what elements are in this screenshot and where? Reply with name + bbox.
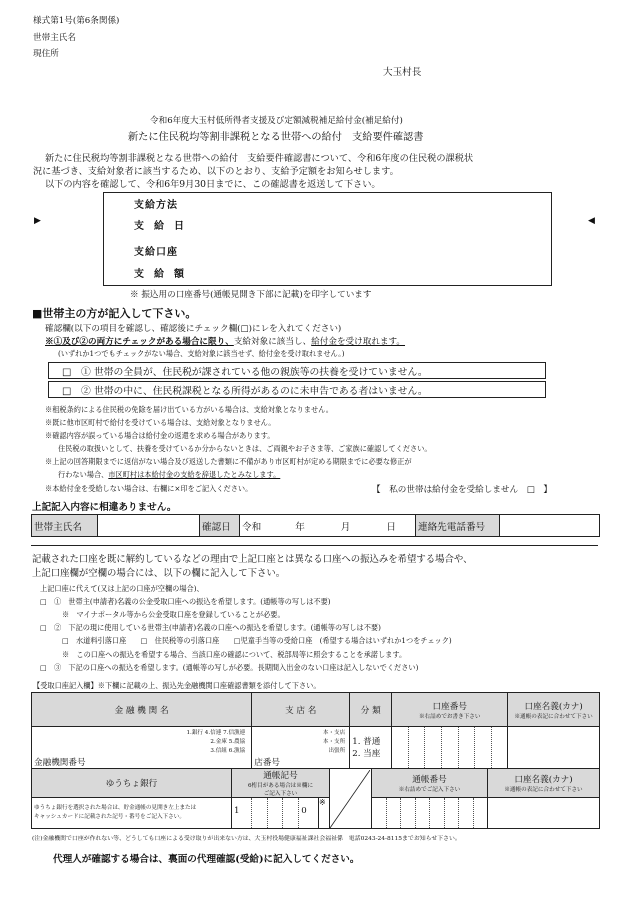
branch-type-1: 本・支店	[322, 730, 346, 736]
householder-name-label: 世帯主氏名	[33, 33, 76, 43]
title-line2: 新たに住民税均等割非課税となる世帯への給付 支給要件確認書	[128, 132, 424, 143]
bank-type-1: 1.銀行 4.信連 7.信漁連	[186, 730, 246, 736]
confirm-table	[31, 514, 600, 537]
condition-bold: ※①及び②の両方にチェックがある場合に限り、	[45, 337, 234, 347]
address-label: 現住所	[33, 49, 59, 59]
option-2[interactable]: □ ② 下記の現に使用している世帯主(申請者)名義の口座への振込を希望します。(通帳等の写しは不要)	[40, 623, 381, 632]
postbank-number-sub: ※右詰めでご記入下さい	[398, 787, 461, 793]
bank-type-3: 3.信組 6.漁協	[210, 748, 246, 754]
note-3: ※確認内容が誤っている場合は給付金の返還を求める場合があります。	[45, 431, 275, 440]
postbank-symbol-field[interactable]	[232, 798, 330, 829]
bank-code-label: 金融機関番号	[34, 758, 86, 768]
postbank-symbol-sub2: ご記入下さい	[263, 791, 298, 797]
payment-amount-label: 支 給 額	[134, 269, 184, 280]
account-no-label: 口座番号	[432, 701, 467, 712]
arrow-left-icon: ◀	[588, 216, 595, 226]
payment-account-label: 支給口座	[134, 247, 178, 258]
type-ordinary: 1. 普通	[352, 736, 381, 747]
note-1: ※租税条約による住民税の免除を届け出ている方がいる場合は、支給対象となりません。	[45, 405, 333, 414]
householder-name-header: 世帯主氏名	[32, 515, 98, 537]
branch-type-2: 本・支所	[322, 739, 346, 745]
account-print-note: ※ 振込用の口座番号(通帳見開き下部に記載)を印字しています	[130, 290, 372, 300]
postbank-symbol-header	[232, 769, 330, 798]
bank-table	[31, 692, 600, 769]
postbank-note-1: ゆうちょ銀行を選択された場合は、貯金通帳の見開き左上または	[34, 805, 197, 811]
option-3[interactable]: □ ③ 下記の口座への振込を希望します。(通帳等の写しが必要。長期間入出金のない口座は記入しないでください)	[40, 663, 419, 672]
decline-checkbox-line[interactable]: 【 私の世帯は給付金を受給しません □ 】	[372, 485, 552, 495]
condition-rest: 支給対象に該当し、	[233, 337, 312, 347]
branch-header: 支 店 名	[252, 693, 350, 727]
branch-type-3: 出張所	[328, 748, 346, 754]
option-2-accounts[interactable]: □ 水道料引落口座 □ 住民税等の引落口座 □児童手当等の受給口座 (希望する場合はいずれか1つをチェック)	[62, 636, 452, 645]
note-4: 住民税の取扱いとして、扶養を受けているか分からないときは、ご両親やお子さま等、ご家族に確認してください。	[58, 444, 432, 453]
intro-line2: 況に基づき、支給対象者に該当するため、以下のとおり、支給予定額をお知らせします。	[33, 166, 399, 177]
postbank-extra-digit-mark: ※	[318, 798, 326, 807]
note-2: ※既に他市区町村で給付を受けている場合は、支給対象となりません。	[45, 418, 276, 427]
postbank-holder-field[interactable]	[488, 798, 600, 829]
option-1-note: ※ マイナポータル等から公金受取口座を登録していることが必要。	[62, 610, 285, 619]
householder-name-field[interactable]	[98, 515, 200, 537]
bank-heading: 【受取口座記入欄】※下欄に記載の上、振込先金融機関口座確認書類を添付して下さい。	[33, 681, 321, 690]
alt-line3: 上記口座に代えて(又は上記の口座が空欄の場合)、	[40, 584, 204, 593]
account-no-header	[392, 693, 508, 727]
holder-field[interactable]	[508, 727, 600, 769]
holder-sub: ※通帳の表記に合わせて下さい	[514, 713, 593, 720]
month-label: 月	[340, 521, 351, 533]
proxy-note: 代理人が確認する場合は、裏面の代理確認(受給)に記入してください。	[53, 854, 360, 865]
section-heading-householder: ■世帯主の方が記入して下さい。	[32, 307, 197, 320]
postbank-symbol-label: 通帳記号	[263, 771, 298, 781]
postbank-holder-label: 口座名義(カナ)	[514, 775, 573, 785]
phone-field[interactable]	[500, 515, 600, 537]
type-header: 分 類	[350, 693, 392, 727]
postbank-symbol-sub: 6桁目がある場合は※欄に	[247, 783, 314, 789]
branch-no-label: 店番号	[254, 758, 281, 768]
note-6b: 市区町村は本給付金の支給を辞退したとみなします。	[108, 470, 281, 479]
postbank-diagonal	[330, 769, 372, 829]
type-field[interactable]	[350, 727, 392, 769]
condition-parenthetical: (いずれか1つでもチェックがない場合、支給対象に該当せず、給付金を受け取れません。)	[58, 349, 345, 358]
holder-label: 口座名義(カナ)	[524, 701, 583, 712]
postbank-name: ゆうちょ銀行	[32, 769, 232, 798]
postbank-note	[32, 798, 232, 829]
payment-date-label: 支 給 日	[134, 221, 184, 232]
holder-header	[508, 693, 600, 727]
mayor-addressee: 大玉村長	[383, 67, 422, 78]
day-label: 日	[386, 521, 396, 533]
confirm-heading: 上記記入内容に相違ありません。	[32, 502, 177, 513]
postbank-holder-sub: ※通帳の表記に合わせて下さい	[504, 787, 583, 793]
confirm-date-header: 確認日	[200, 515, 240, 537]
note-6	[58, 470, 280, 480]
intro-line1: 新たに住民税均等割非課税となる世帯への給付 支給要件確認書について、令和6年度の住民税の課税状	[45, 153, 474, 164]
account-no-sub: ※右詰めでお書き下さい	[418, 713, 481, 720]
bank-name-header: 金 融 機 関 名	[32, 693, 252, 727]
footer-note: (注)金融機関で口座が作れない等、どうしても口座による受け取りが出来ない方は、大玉村役場健康福祉課社会福祉係 電話0243-24-8115までお知らせ下さい。	[32, 836, 461, 842]
divider	[31, 545, 598, 546]
reiwa-label: 令和	[242, 521, 262, 533]
postbank-note-2: キャッシュカードに記載された記号・番号をご記入下さい。	[34, 814, 185, 820]
type-current: 2. 当座	[352, 748, 381, 759]
alt-line1: 記載された口座を既に解約しているなどの理由で上記口座とは異なる口座への振込みを希望する場合や、	[32, 554, 473, 565]
condition-underlined: 給付金を受け取れます。	[311, 337, 406, 347]
note-5: ※上記の回答期限までに返信がない場合及び返送した書類に不備があり市区町村が定める期限までに必要な修正が	[45, 457, 412, 466]
confirm-date-field[interactable]	[240, 515, 416, 537]
postbank-holder-header	[488, 769, 600, 798]
form-number: 様式第1号(第6条関係)	[33, 16, 120, 26]
postbank-number-header	[372, 769, 488, 798]
alt-line2: 上記口座欄が空欄の場合には、以下の欄に記入して下さい。	[32, 568, 286, 579]
intro-line3: 以下の内容を確認して、令和6年9月30日までに、この確認書を返送して下さい。	[45, 179, 381, 190]
account-no-field[interactable]	[392, 727, 508, 769]
postbank-digit-0: 0	[299, 798, 319, 828]
condition-line	[45, 335, 405, 347]
option-2-note: ※ この口座への振込を希望する場合、当該口座の確認について、税部局等に照会することを承諾します。	[62, 650, 407, 659]
postbank-digit-1: 1	[232, 798, 252, 828]
postbank-number-field[interactable]	[372, 798, 488, 829]
option-1[interactable]: □ ① 世帯主(申請者)名義の公金受取口座への振込を希望します。(通帳等の写しは不要)	[40, 597, 331, 606]
title-line1: 令和6年度大玉村低所得者支援及び定額減税補足給付金(補足給付)	[150, 116, 403, 126]
bank-name-field[interactable]	[32, 727, 252, 769]
bank-type-2: 2.金庫 5.農協	[210, 739, 246, 745]
note-6a: 行わない場合、	[58, 470, 109, 479]
year-label: 年	[295, 521, 305, 533]
payment-method-label: 支給方法	[134, 200, 178, 211]
note-7: ※本給付金を受給しない場合は、右欄に×印をご記入ください。	[45, 484, 253, 493]
postbank-number-label: 通帳番号	[412, 775, 447, 785]
branch-field[interactable]	[252, 727, 350, 769]
check-item-2[interactable]: □ ② 世帯の中に、住民税課税となる所得があるのに未申告である者はいません。	[62, 386, 428, 397]
phone-header: 連絡先電話番号	[416, 515, 500, 537]
check-instruction: 確認欄(以下の項目を確認し、確認後にチェック欄(□)にレを入れてください)	[45, 324, 342, 334]
check-item-1[interactable]: □ ① 世帯の全員が、住民税が課されている他の親族等の扶養を受けていません。	[62, 367, 428, 378]
postbank-table	[31, 768, 600, 829]
arrow-right-icon: ▶	[34, 216, 41, 226]
